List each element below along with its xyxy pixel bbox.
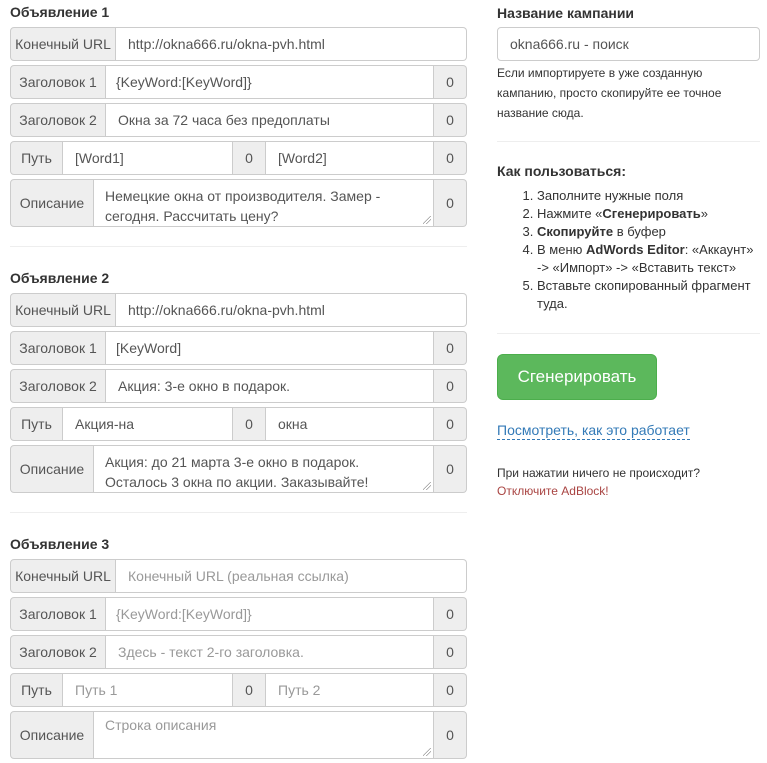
howto-step-text: Заполните нужные поля	[537, 188, 684, 203]
howto-step-bold: Сгенерировать	[602, 206, 701, 221]
description-counter: 0	[434, 445, 467, 493]
path2-input[interactable]: [Word2]	[266, 141, 434, 175]
howto-step-text: Нажмите «	[537, 206, 603, 221]
howto-step-5	[537, 277, 760, 313]
headline2-label: Заголовок 2	[10, 369, 106, 403]
headline2-row	[10, 103, 467, 137]
sidebar-divider	[497, 141, 760, 142]
description-row	[10, 179, 467, 227]
url-row	[10, 293, 467, 327]
headline2-label: Заголовок 2	[10, 103, 106, 137]
adblock-hint-link[interactable]: Отключите AdBlock!	[497, 484, 609, 498]
headline1-row	[10, 331, 467, 365]
url-input[interactable]: Конечный URL (реальная ссылка)	[116, 559, 467, 593]
ad-title: Объявление 1	[10, 4, 110, 20]
path2-counter: 0	[434, 407, 467, 441]
path2-input[interactable]: окна	[266, 407, 434, 441]
path-row	[10, 141, 467, 175]
url-label: Конечный URL	[10, 559, 116, 593]
howto-title: Как пользоваться:	[497, 163, 627, 179]
howto-step-text: Вставьте скопированный фрагмент туда.	[537, 278, 751, 311]
headline1-row	[10, 65, 467, 99]
headline2-counter: 0	[434, 369, 467, 403]
headline2-label: Заголовок 2	[10, 635, 106, 669]
url-input[interactable]: http://okna666.ru/okna-pvh.html	[116, 27, 467, 61]
headline1-label: Заголовок 1	[10, 597, 106, 631]
description-textarea[interactable]: Строка описания	[94, 711, 434, 759]
campaign-help-text: Если импортируете в уже созданную кампанию, просто скопируйте ее точное название сюда.	[497, 66, 722, 120]
ad-divider	[10, 246, 467, 247]
headline2-row	[10, 369, 467, 403]
description-textarea[interactable]: Акция: до 21 марта 3-е окно в подарок. Осталось 3 окна по акции. Заказывайте!	[94, 445, 434, 493]
path-label: Путь	[10, 141, 63, 175]
ad-block-2	[10, 270, 467, 490]
url-label: Конечный URL	[10, 293, 116, 327]
description-label: Описание	[10, 711, 94, 759]
sidebar-divider	[497, 333, 760, 334]
ad-block-1	[10, 4, 467, 224]
description-row	[10, 445, 467, 493]
headline1-label: Заголовок 1	[10, 331, 106, 365]
ad-title: Объявление 3	[10, 536, 110, 552]
headline2-row	[10, 635, 467, 669]
headline1-input[interactable]: {KeyWord:[KeyWord]}	[106, 597, 434, 631]
path1-input[interactable]: Путь 1	[63, 673, 233, 707]
howto-step-text: В меню	[537, 242, 586, 257]
description-counter: 0	[434, 179, 467, 227]
ad-block-3	[10, 536, 467, 743]
description-row	[10, 711, 467, 759]
path-row	[10, 673, 467, 707]
howto-step-text: в буфер	[613, 224, 666, 239]
howto-step-3	[537, 223, 760, 241]
howto-step-text: »	[700, 206, 708, 221]
headline1-counter: 0	[434, 597, 467, 631]
howto-step-text: : «Аккаунт» -> «Импорт» -> «Вставить текст»	[537, 242, 754, 275]
headline1-row	[10, 597, 467, 631]
path2-counter: 0	[434, 673, 467, 707]
ad-divider	[10, 512, 467, 513]
path-label: Путь	[10, 407, 63, 441]
path2-counter: 0	[434, 141, 467, 175]
adblock-question: При нажатии ничего не происходит?	[497, 466, 701, 480]
headline2-counter: 0	[434, 103, 467, 137]
path-row	[10, 407, 467, 441]
howto-step-1	[537, 187, 760, 205]
headline1-label: Заголовок 1	[10, 65, 106, 99]
path1-counter: 0	[233, 141, 266, 175]
path1-counter: 0	[233, 407, 266, 441]
ad-title: Объявление 2	[10, 270, 110, 286]
headline1-counter: 0	[434, 65, 467, 99]
description-label: Описание	[10, 179, 94, 227]
howto-step-bold: Скопируйте	[537, 224, 614, 239]
headline2-input[interactable]: Окна за 72 часа без предоплаты	[106, 103, 434, 137]
headline2-counter: 0	[434, 635, 467, 669]
url-row	[10, 27, 467, 61]
howto-step-4	[537, 241, 760, 277]
headline2-input[interactable]: Здесь - текст 2-го заголовка.	[106, 635, 434, 669]
path1-input[interactable]: [Word1]	[63, 141, 233, 175]
url-row	[10, 559, 467, 593]
description-counter: 0	[434, 711, 467, 759]
headline1-input[interactable]: [KeyWord]	[106, 331, 434, 365]
campaign-name-input[interactable]: okna666.ru - поиск	[497, 27, 760, 61]
howto-steps	[497, 187, 760, 313]
url-input[interactable]: http://okna666.ru/okna-pvh.html	[116, 293, 467, 327]
path2-input[interactable]: Путь 2	[266, 673, 434, 707]
path1-counter: 0	[233, 673, 266, 707]
howto-step-2	[537, 205, 760, 223]
description-label: Описание	[10, 445, 94, 493]
url-label: Конечный URL	[10, 27, 116, 61]
path-label: Путь	[10, 673, 63, 707]
how-it-works-link[interactable]: Посмотреть, как это работает	[497, 422, 690, 438]
path1-input[interactable]: Акция-на	[63, 407, 233, 441]
howto-step-bold: AdWords Editor	[586, 242, 685, 257]
headline1-counter: 0	[434, 331, 467, 365]
campaign-title: Название кампании	[497, 5, 635, 21]
generate-button[interactable]: Сгенерировать	[497, 354, 657, 400]
headline2-input[interactable]: Акция: 3-е окно в подарок.	[106, 369, 434, 403]
headline1-input[interactable]: {KeyWord:[KeyWord]}	[106, 65, 434, 99]
description-textarea[interactable]: Немецкие окна от производителя. Замер - сегодня. Рассчитать цену?	[94, 179, 434, 227]
